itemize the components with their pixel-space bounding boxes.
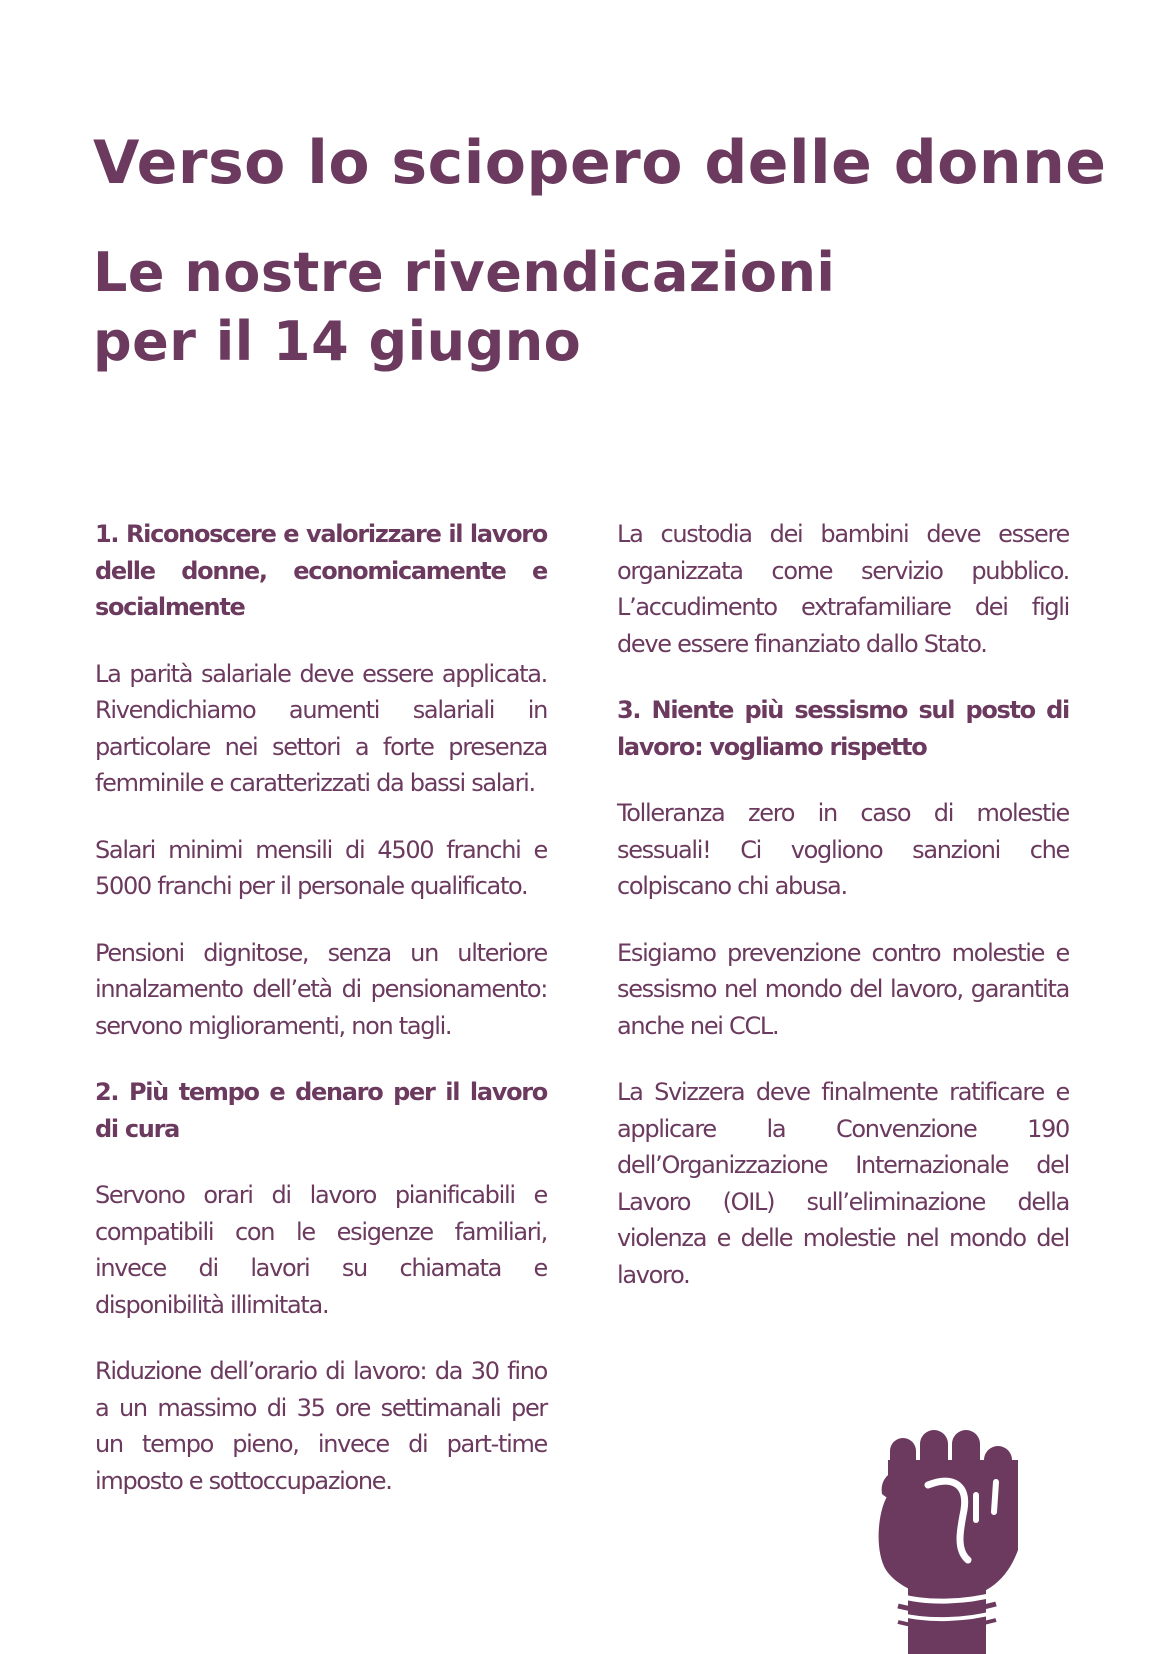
paragraph-prevention: Esigiamo prevenzione contro molestie e sessismo nel mondo del lavoro, garantita anche nei CCL. xyxy=(617,938,1069,1040)
paragraph-pay-equality: La parità salariale deve essere applicata. Rivendichiamo aumenti salariali in particolare nei settori a forte presenza femminile e caratterizzati da bassi salari. xyxy=(95,659,547,797)
paragraph-working-hours: Riduzione dell’orario di lavoro: da 30 fino a un massimo di 35 ore settimanali per un tempo pieno, invece di part-time imposto e sottoccupazione. xyxy=(95,1357,547,1495)
left-column xyxy=(95,516,547,1529)
section-heading-1: 1. Riconoscere e valorizzare il lavoro delle donne, economicamente e socialmente xyxy=(95,520,547,621)
raised-fist-icon xyxy=(868,1400,1068,1654)
paragraph-minimum-wage: Salari minimi mensili di 4500 franchi e 5000 franchi per il personale qualificato. xyxy=(95,835,547,900)
section-heading-2: 2. Più tempo e denaro per il lavoro di cura xyxy=(95,1078,547,1143)
paragraph-work-schedules: Servono orari di lavoro pianificabili e compatibili con le esigenze familiari, invece di lavori su chiamata e disponibilità illimitata. xyxy=(95,1181,547,1319)
paragraph-childcare: La custodia dei bambini deve essere organizzata come servizio pubblico. L’accudimento extrafamiliare dei figli deve essere finanziato dallo Stato. xyxy=(617,520,1069,658)
paragraph-convention-190: La Svizzera deve finalmente ratificare e applicare la Convenzione 190 dell’Organizzazione Internazionale del Lavoro (OIL) sull’eliminazione della violenza e delle molestie nel mondo del lavoro. xyxy=(617,1078,1069,1289)
page-title: Verso lo sciopero delle donne xyxy=(93,128,1107,198)
right-column xyxy=(617,516,1069,1323)
section-heading-3: 3. Niente più sessismo sul posto di lavoro: vogliamo rispetto xyxy=(617,696,1069,761)
paragraph-zero-tolerance: Tolleranza zero in caso di molestie sessuali! Ci vogliono sanzioni che colpiscano chi abusa. xyxy=(617,799,1069,900)
paragraph-pensions: Pensioni dignitose, senza un ulteriore innalzamento dell’età di pensionamento: servono miglioramenti, non tagli. xyxy=(95,938,547,1040)
page-subtitle: Le nostre rivendicazioni per il 14 giugno xyxy=(93,241,836,373)
